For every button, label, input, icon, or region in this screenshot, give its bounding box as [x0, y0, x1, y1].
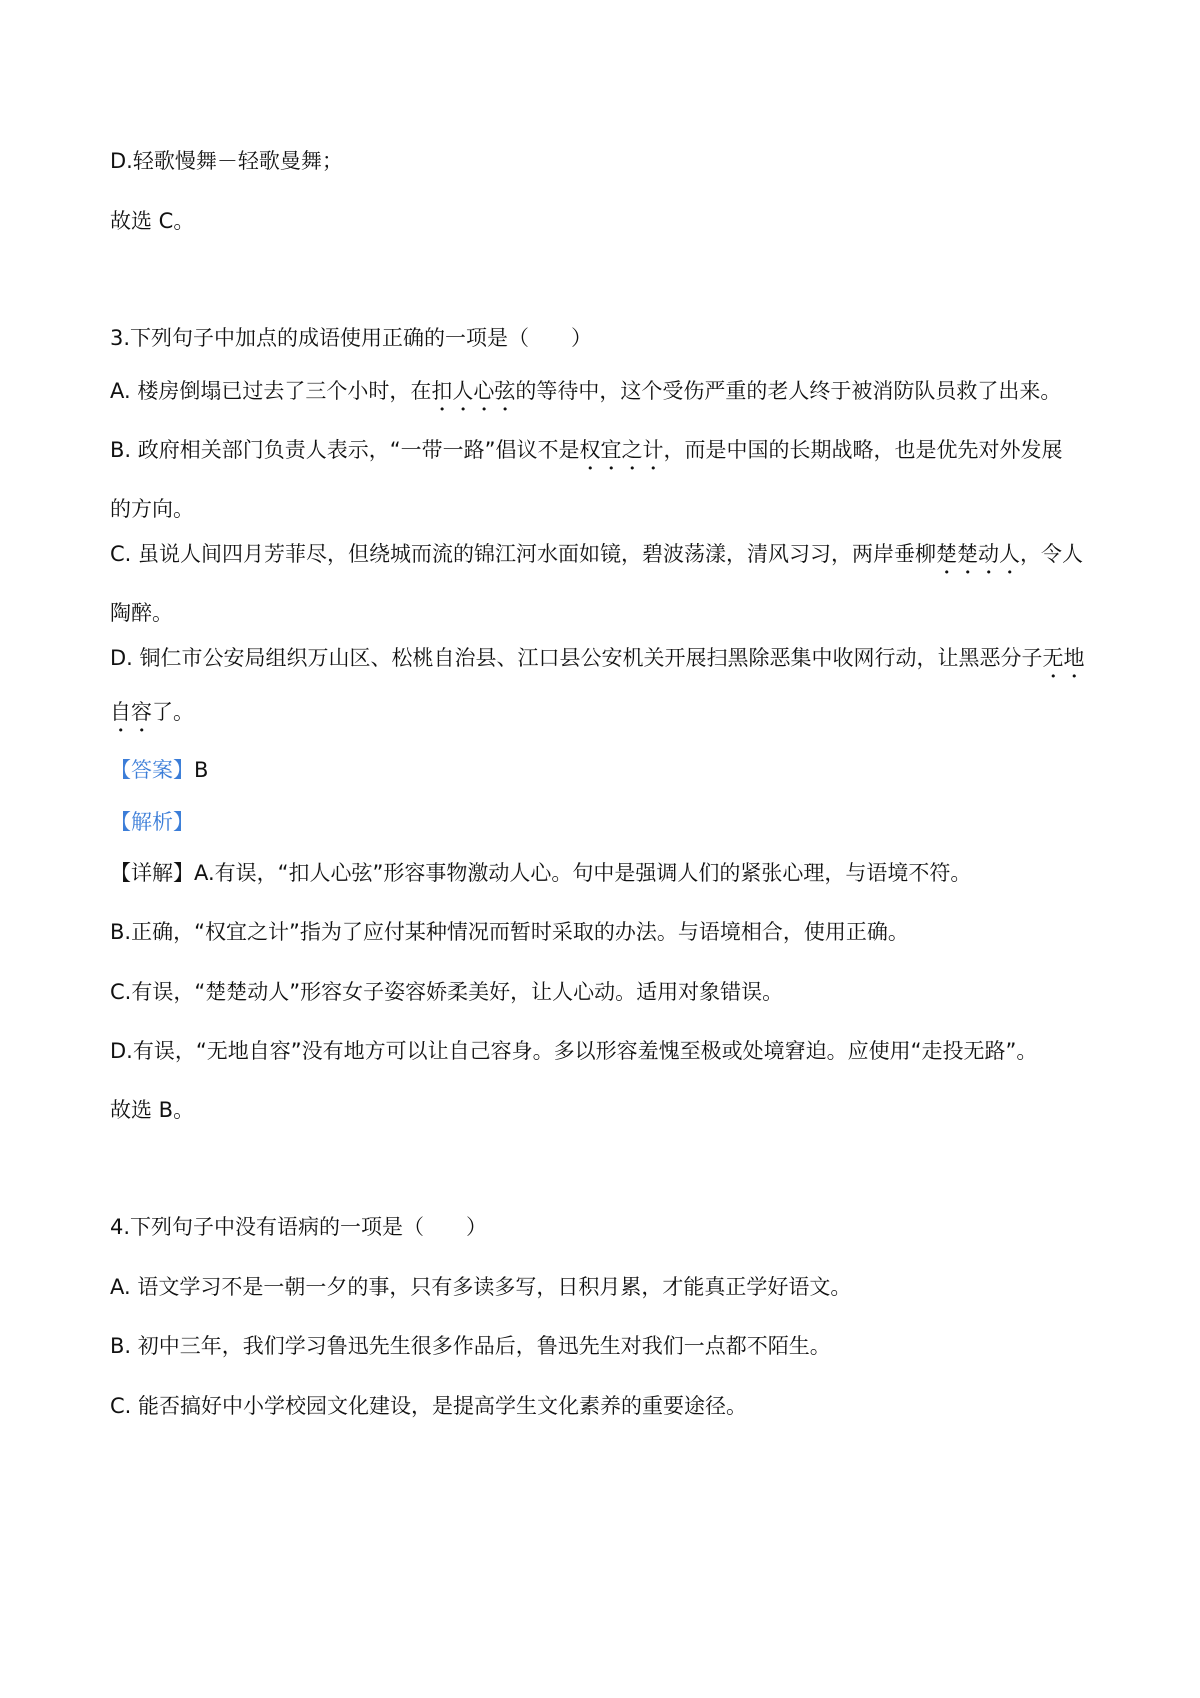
- q3-detail-c: C.有误，“楚楚动人”形容女子姿容娇柔美好，让人心动。适用对象错误。: [110, 980, 784, 1004]
- detail-a-text: A.有误，“扣人心弦”形容事物激动人心。句中是强调人们的紧张心理，与语境不符。: [194, 861, 972, 885]
- q3-d-cont: 了。: [152, 700, 194, 724]
- q3-option-b: [110, 435, 1063, 465]
- q3-c-idiom: 楚楚动人: [936, 542, 1021, 566]
- q3-option-c: [110, 539, 1083, 569]
- q3-answer: [110, 755, 208, 785]
- answer-tag: 【答案】: [110, 758, 194, 782]
- q3-d-idiom-part1: 无地: [1042, 646, 1085, 670]
- prev-option-d: D.轻歌慢舞－轻歌曼舞；: [110, 149, 343, 173]
- q3-option-d: [110, 643, 1085, 673]
- answer-value: B: [194, 758, 209, 782]
- q4-option-c: C. 能否搞好中小学校园文化建设，是提高学生文化素养的重要途径。: [110, 1394, 748, 1418]
- prev-conclusion: 故选 C。: [110, 209, 195, 233]
- q4-option-a: A. 语文学习不是一朝一夕的事，只有多读多写，日积月累，才能真正学好语文。: [110, 1275, 852, 1299]
- q3-d-pre: D. 铜仁市公安局组织万山区、松桃自治县、江口县公安机关开展扫黑除恶集中收网行动，让黑恶分子: [110, 646, 1043, 670]
- q3-stem: 3.下列句子中加点的成语使用正确的一项是（ ）: [110, 326, 593, 350]
- analysis-tag-label: 【解析】: [110, 810, 194, 834]
- q3-option-c-cont: 陶醉。: [110, 601, 173, 625]
- q3-option-b-cont: 的方向。: [110, 497, 194, 521]
- q3-c-pre: C. 虽说人间四月芳菲尽，但绕城而流的锦江河水面如镜，碧波荡漾，清风习习，两岸垂柳: [110, 542, 937, 566]
- q3-b-pre: B. 政府相关部门负责人表示，“一带一路”倡议不是: [110, 438, 580, 462]
- q3-b-idiom: 权宜之计: [579, 438, 664, 462]
- q4-option-b: B. 初中三年，我们学习鲁迅先生很多作品后，鲁迅先生对我们一点都不陌生。: [110, 1334, 831, 1358]
- q3-a-idiom: 扣人心弦: [431, 379, 516, 403]
- q4-stem: 4.下列句子中没有语病的一项是（ ）: [110, 1215, 488, 1239]
- q3-detail-b: B.正确，“权宜之计”指为了应付某种情况而暂时采取的办法。与语境相合，使用正确。: [110, 920, 909, 944]
- q3-option-d-cont: [110, 697, 194, 727]
- q3-detail-d: D.有误，“无地自容”没有地方可以让自己容身。多以形容羞愧至极或处境窘迫。应使用“走投无路”。: [110, 1039, 1038, 1063]
- q3-d-idiom-part2: 自容: [110, 700, 152, 724]
- q3-b-post: ，而是中国的长期战略，也是优先对外发展: [663, 438, 1063, 462]
- q3-c-post: ，令人: [1020, 542, 1084, 566]
- q3-detail-a: [110, 858, 971, 888]
- q3-a-pre: A. 楼房倒塌已过去了三个小时，在: [110, 379, 432, 403]
- q3-conclusion: 故选 B。: [110, 1098, 195, 1122]
- detail-tag: 【详解】: [110, 861, 194, 885]
- q3-a-post: 的等待中，这个受伤严重的老人终于被消防队员救了出来。: [515, 379, 1062, 403]
- analysis-tag: [110, 807, 194, 837]
- q3-option-a: [110, 376, 1061, 406]
